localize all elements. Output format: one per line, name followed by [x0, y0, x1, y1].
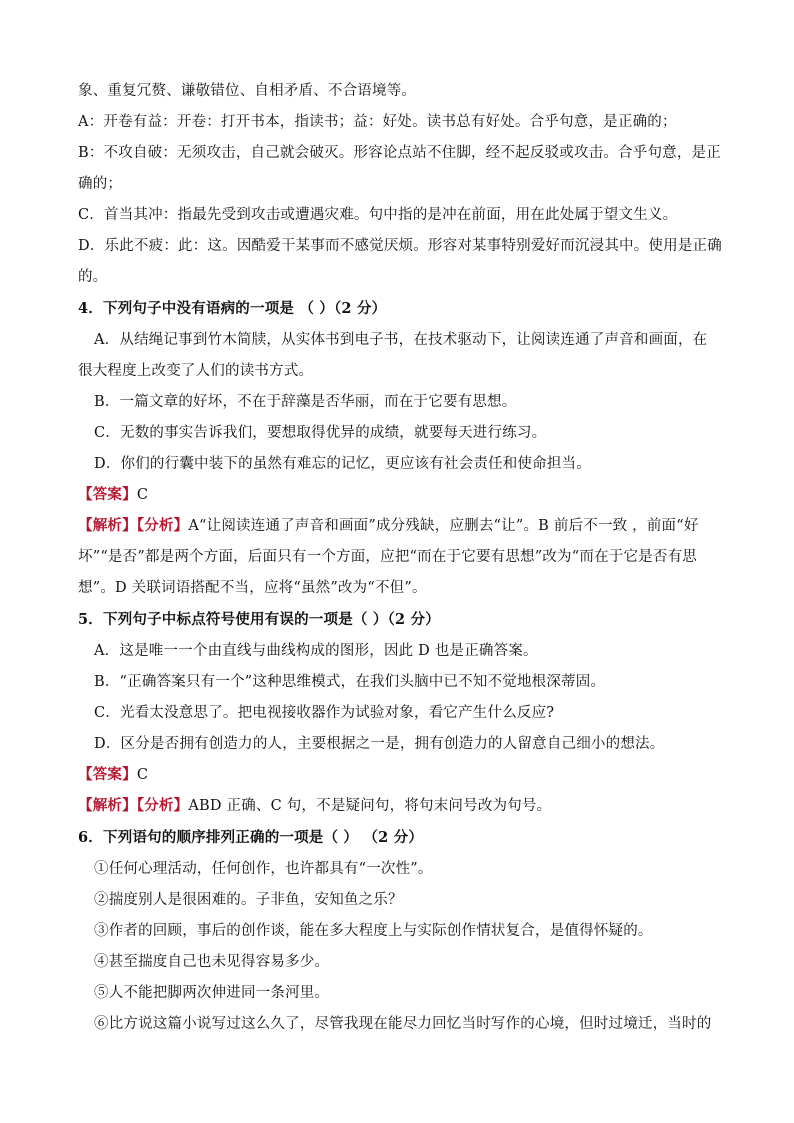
q3-option-a-explanation: A：开卷有益：开卷：打开书本，指读书；益：好处。读书总有好处。合乎句意，是正确的； — [78, 114, 677, 130]
q4-analysis-line1 — [78, 516, 728, 536]
q6-sentence-2: ②揣度别人是很困难的。子非鱼，安知鱼之乐？ — [94, 892, 403, 908]
q4-analysis-line3: 想”。D 关联词语搭配不当，应将“虽然”改为“不但”。 — [78, 580, 427, 596]
q4-answer — [78, 485, 728, 505]
analysis-text: A“让阅读连通了声音和画面”成分残缺，应删去“让”。B 前后不一致 ，前面“好 — [188, 518, 699, 534]
q5-option-c: C．光看太没意思了。把电视接收器作为试验对象，看它产生什么反应? — [94, 705, 555, 721]
q4-stem: 4．下列句子中没有语病的一项是 （ ）（2 分） — [78, 300, 387, 317]
q3-option-d-explanation-line1: D．乐此不疲：此：这。因酷爱干某事而不感觉厌烦。形容对某事特别爱好而沉浸其中。使用是正确 — [78, 238, 722, 254]
q3-option-c-explanation: C．首当其冲：指最先受到攻击或遭遇灾难。句中指的是冲在前面，用在此处属于望文生义。 — [78, 207, 678, 223]
q4-option-a-line1: A．从结绳记事到竹木简牍，从实体书到电子书，在技术驱动下，让阅读连通了声音和画面，在 — [94, 332, 708, 348]
q5-option-b: B．“正确答案只有一个”这种思维模式，在我们头脑中已不知不觉地根深蒂固。 — [94, 674, 606, 690]
q3-option-b-explanation-line1: B：不攻自破：无须攻击，自己就会破灭。形容论点站不住脚，经不起反驳或攻击。合乎句意，是正 — [78, 145, 721, 161]
analysis-text: ABD 正确、C 句，不是疑问句，将句末问号改为句号。 — [188, 798, 552, 814]
q4-option-b: B．一篇文章的好坏，不在于辞藻是否华丽，而在于它要有思想。 — [94, 394, 517, 410]
analysis-tag: 【解析】【分析】 — [78, 517, 189, 534]
q5-stem: 5．下列句子中标点符号使用有误的一项是（ ）（2 分） — [78, 611, 440, 628]
q5-answer — [78, 765, 728, 785]
q3-option-b-explanation-line2: 确的； — [78, 176, 123, 192]
q4-option-c: C．无数的事实告诉我们，要想取得优异的成绩，就要每天进行练习。 — [94, 425, 547, 441]
q3-analysis-intro: 象、重复冗赘、谦敬错位、自相矛盾、不合语境等。 — [78, 83, 417, 99]
answer-tag: 【答案】 — [78, 766, 137, 783]
q5-option-d: D．区分是否拥有创造力的人，主要根据之一是，拥有创造力的人留意自己细小的想法。 — [94, 736, 665, 752]
answer-value: C — [136, 487, 149, 503]
q5-analysis — [78, 796, 728, 816]
q4-option-a-line2: 很大程度上改变了人们的读书方式。 — [78, 363, 314, 379]
q6-sentence-6: ⑥比方说这篇小说写过这么久了，尽管我现在能尽力回忆当时写作的心境，但时过境迁，当时的 — [94, 1016, 712, 1032]
q5-option-a: A．这是唯一一个由直线与曲线构成的图形，因此 D 也是正确答案。 — [94, 643, 538, 659]
answer-tag: 【答案】 — [78, 486, 137, 503]
q4-analysis-line2: 坏”“是否”都是两个方面，后面只有一个方面，应把“而在于它要有思想”改为“而在于它是否有思 — [78, 549, 697, 565]
q6-sentence-1: ①任何心理活动，任何创作，也许都具有“一次性”。 — [94, 861, 433, 877]
q6-sentence-3: ③作者的回顾，事后的创作谈，能在多大程度上与实际创作情状复合，是值得怀疑的。 — [94, 923, 653, 939]
q6-stem: 6．下列语句的顺序排列正确的一项是（ ） （2 分） — [78, 829, 424, 846]
answer-value: C — [136, 767, 149, 783]
q6-sentence-5: ⑤人不能把脚两次伸进同一条河里。 — [94, 985, 330, 1001]
q6-sentence-4: ④甚至揣度自己也未见得容易多少。 — [94, 954, 330, 970]
q4-option-d: D．你们的行囊中装下的虽然有难忘的记忆，更应该有社会责任和使命担当。 — [94, 456, 591, 472]
analysis-tag: 【解析】【分析】 — [78, 797, 189, 814]
q3-option-d-explanation-line2: 的。 — [78, 269, 108, 285]
